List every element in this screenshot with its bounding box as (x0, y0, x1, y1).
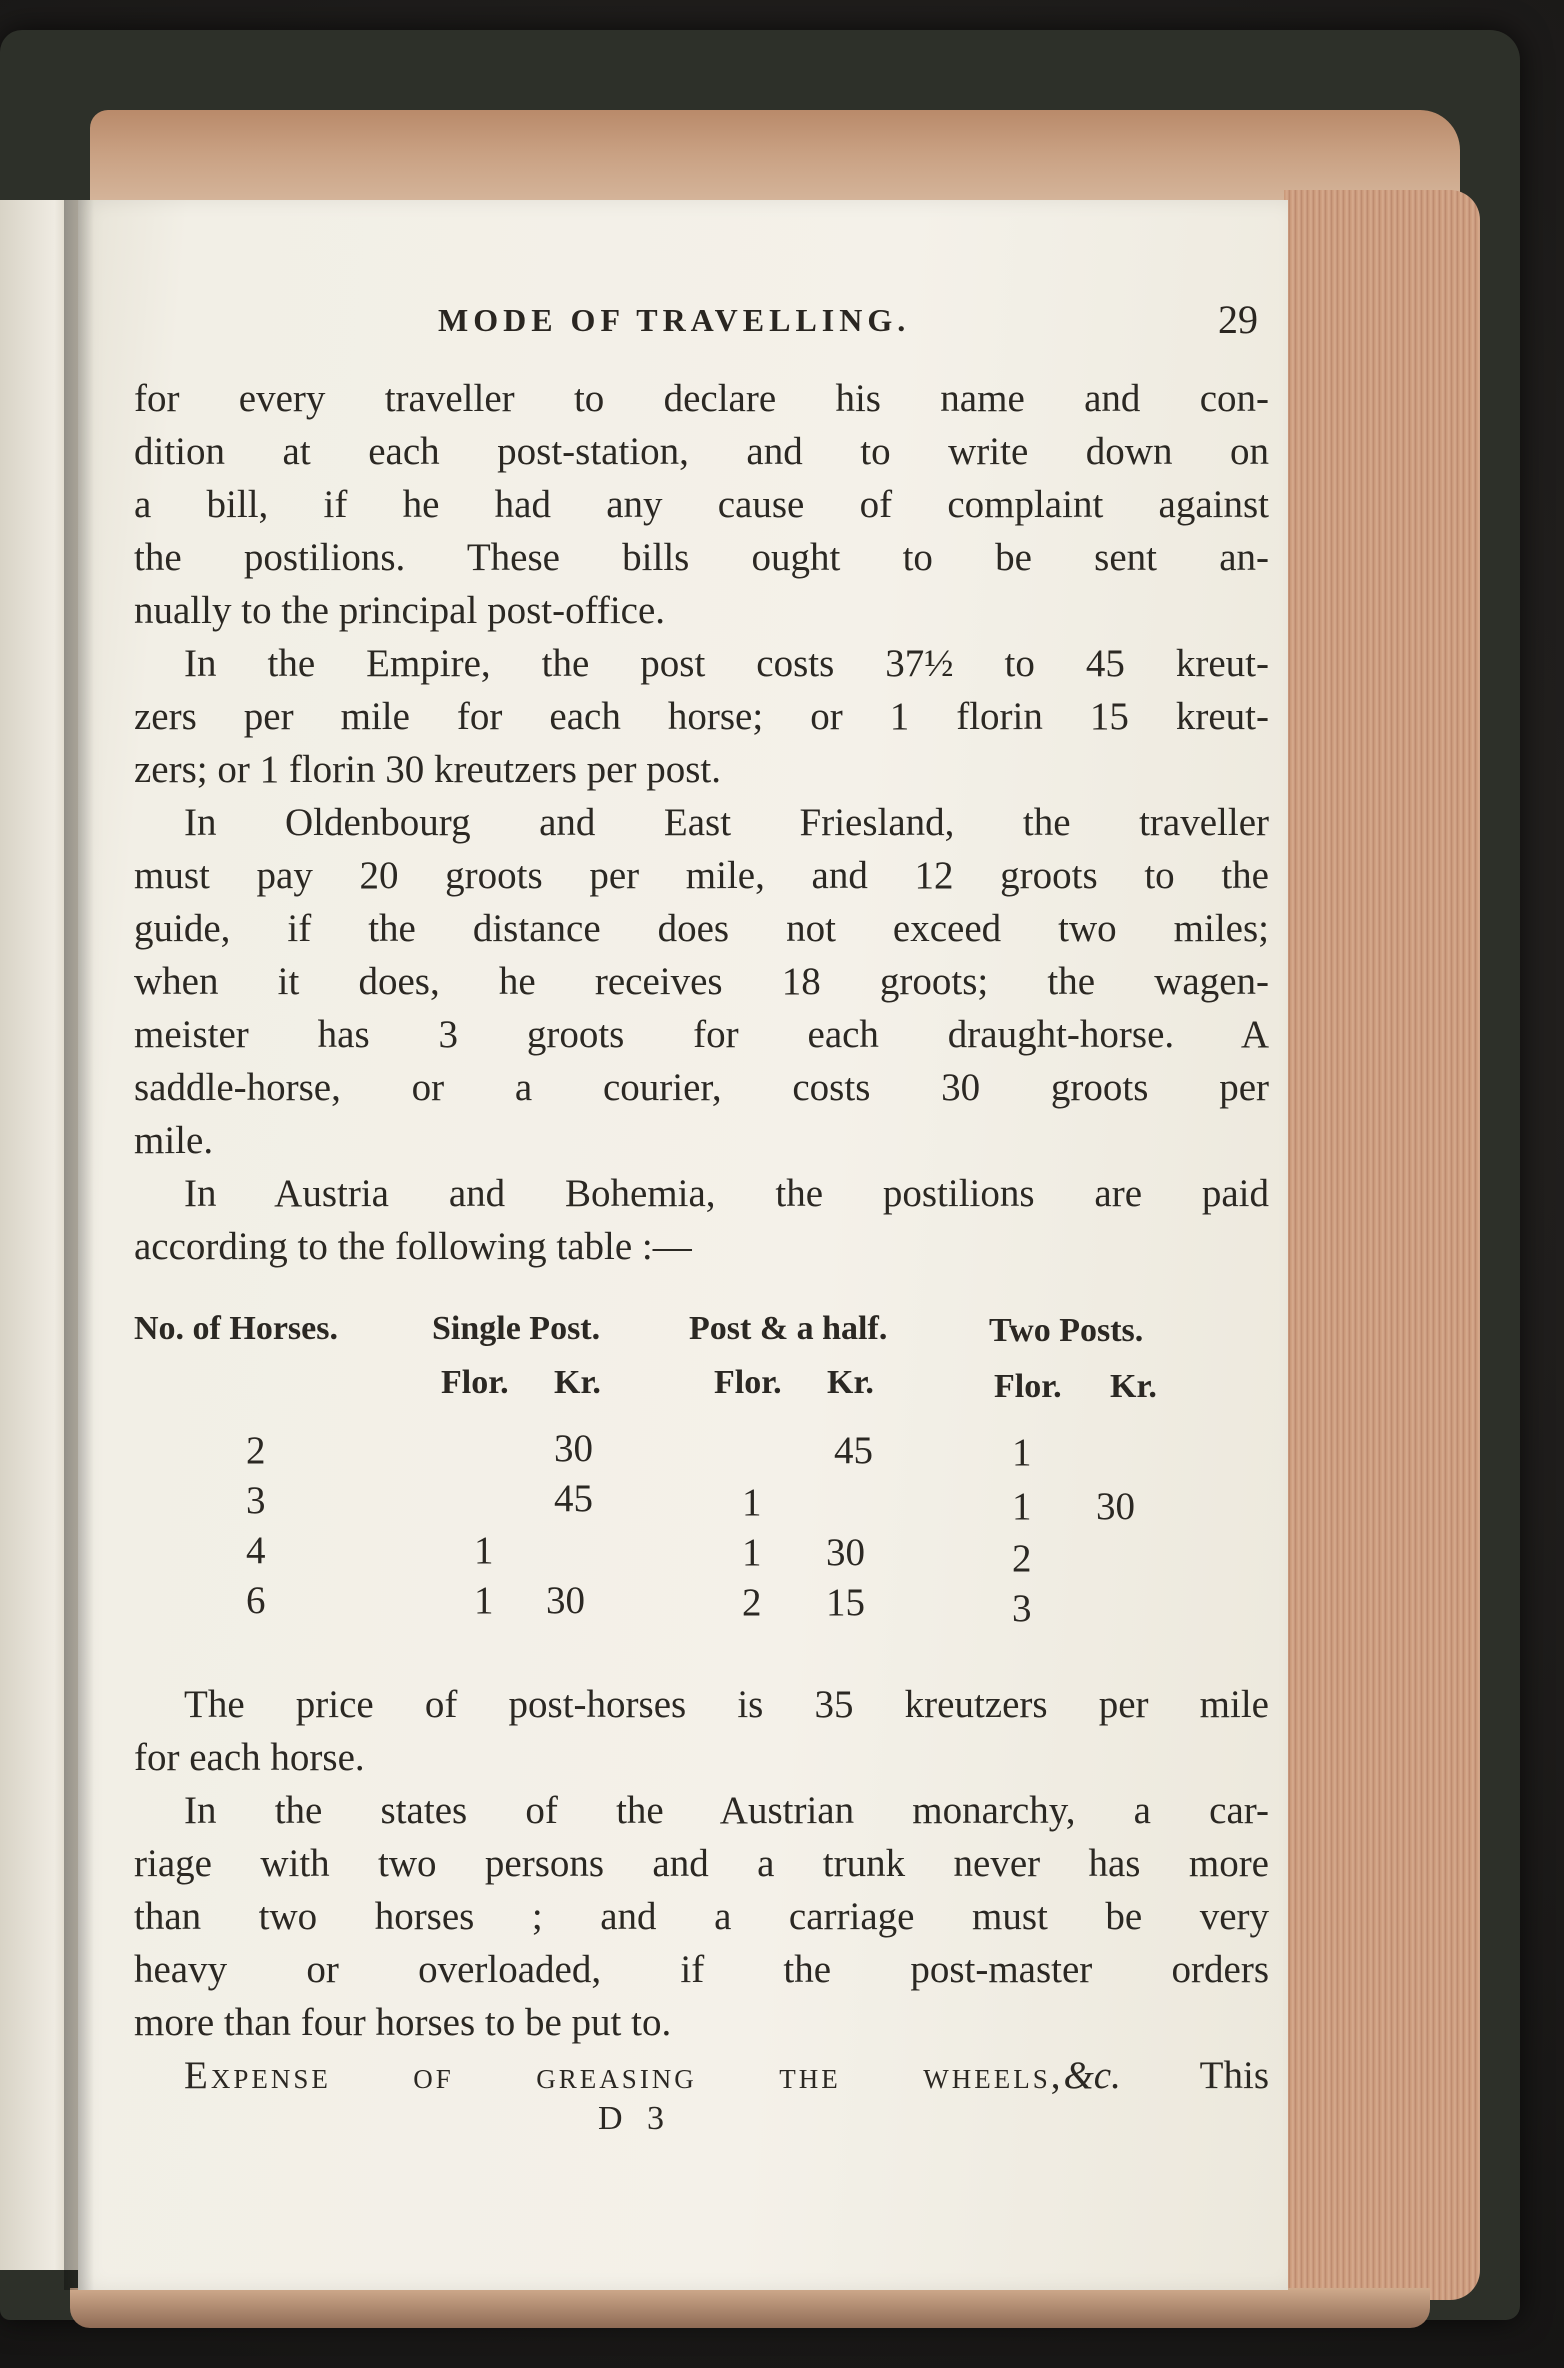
text-line: In Austria and Bohemia, the postilions are paid (184, 1172, 1269, 1215)
page-block-fore-edge (1284, 190, 1480, 2300)
subheader-flor: Flor. (441, 1364, 509, 1401)
text-line: must pay 20 groots per mile, and 12 groots to the (134, 854, 1269, 897)
table-cell-single-flor: 1 (474, 1529, 494, 1572)
text-line: In Oldenbourg and East Friesland, the traveller (184, 801, 1269, 844)
page-block-bottom-edge (70, 2288, 1430, 2328)
text-line: according to the following table :— (134, 1225, 692, 1268)
table-cell-half-flor: 1 (742, 1481, 762, 1524)
table-cell-horses: 4 (246, 1529, 266, 1572)
table-cell-horses: 3 (246, 1479, 266, 1522)
spine-gutter-shadow (64, 200, 94, 2290)
table-cell-half-kr: 45 (834, 1429, 873, 1472)
text-line: nually to the principal post-office. (134, 589, 666, 632)
table-cell-two-flor: 2 (1012, 1537, 1032, 1580)
subheader-flor: Flor. (714, 1364, 782, 1401)
text-line: the postilions. These bills ought to be sent an- (134, 536, 1269, 579)
text-line: zers; or 1 florin 30 kreutzers per post. (134, 748, 721, 791)
table-cell-horses: 2 (246, 1429, 266, 1472)
paragraph-7 (134, 2049, 1269, 2102)
text-line: for every traveller to declare his name and con- (134, 377, 1269, 420)
text-line: guide, if the distance does not exceed two miles; (134, 907, 1269, 950)
text-line: meister has 3 groots for each draught-horse. A (134, 1013, 1269, 1056)
table-cell-single-flor: 1 (474, 1579, 494, 1622)
table-header-single-post: Single Post. (432, 1310, 601, 1347)
text-line: when it does, he receives 18 groots; the wagen- (134, 960, 1269, 1003)
table-cell-half-kr: 15 (826, 1581, 865, 1624)
table-cell-single-kr: 45 (554, 1477, 593, 1520)
subheader-kr: Kr. (1110, 1368, 1157, 1405)
running-head-title: MODE OF TRAVELLING. (438, 302, 911, 338)
table-cell-half-kr: 30 (826, 1531, 865, 1574)
book-page (78, 200, 1288, 2290)
table-cell-horses: 6 (246, 1579, 266, 1622)
paragraph-1 (134, 372, 1269, 637)
paragraph-2 (134, 637, 1269, 796)
text-line: riage with two persons and a trunk never has more (134, 1842, 1269, 1885)
section-lead-word: This (1199, 2054, 1269, 2097)
text-line: saddle-horse, or a courier, costs 30 groots per (134, 1066, 1269, 1109)
table-cell-single-kr: 30 (546, 1579, 585, 1622)
table-cell-single-kr: 30 (554, 1427, 593, 1470)
text-line: a bill, if he had any cause of complaint against (134, 483, 1269, 526)
page-number: 29 (1218, 297, 1258, 342)
table-cell-two-flor: 3 (1012, 1587, 1032, 1630)
table-header-post-and-half: Post & a half. (689, 1310, 888, 1347)
subheader-flor: Flor. (994, 1368, 1062, 1405)
table-cell-two-flor: 1 (1012, 1431, 1032, 1474)
paragraph-3 (134, 796, 1269, 1167)
running-head (358, 297, 1258, 362)
text-line: than two horses ; and a carriage must be very (134, 1895, 1269, 1938)
table-header-two-posts: Two Posts. (989, 1312, 1144, 1349)
text-line: The price of post-horses is 35 kreutzers per mile (184, 1683, 1269, 1726)
paragraph-6 (134, 1784, 1269, 2049)
paragraph-5 (134, 1678, 1269, 1784)
signature-mark: D 3 (598, 2100, 673, 2137)
table-header-horses: No. of Horses. (134, 1310, 338, 1347)
text-line: for each horse. (134, 1736, 365, 1779)
text-line: In the states of the Austrian monarchy, a car- (184, 1789, 1269, 1832)
table-cell-two-kr: 30 (1096, 1485, 1135, 1528)
table-cell-half-flor: 1 (742, 1531, 762, 1574)
text-line: dition at each post-station, and to write down on (134, 430, 1269, 473)
text-line (134, 2049, 1269, 2102)
subheader-kr: Kr. (827, 1364, 874, 1401)
text-line: zers per mile for each horse; or 1 florin 15 kreut- (134, 695, 1269, 738)
text-line: more than four horses to be put to. (134, 2001, 672, 2044)
paragraph-4 (134, 1167, 1269, 1273)
text-line: In the Empire, the post costs 37½ to 45 kreut- (184, 642, 1269, 685)
text-line: mile. (134, 1119, 214, 1162)
section-heading-tail: &c. (1063, 2054, 1121, 2097)
table-cell-half-flor: 2 (742, 1581, 762, 1624)
table-cell-two-flor: 1 (1012, 1485, 1032, 1528)
text-line: heavy or overloaded, if the post-master orders (134, 1948, 1269, 1991)
subheader-kr: Kr. (554, 1364, 601, 1401)
section-heading: Expense of greasing the wheels, (184, 2054, 1064, 2097)
